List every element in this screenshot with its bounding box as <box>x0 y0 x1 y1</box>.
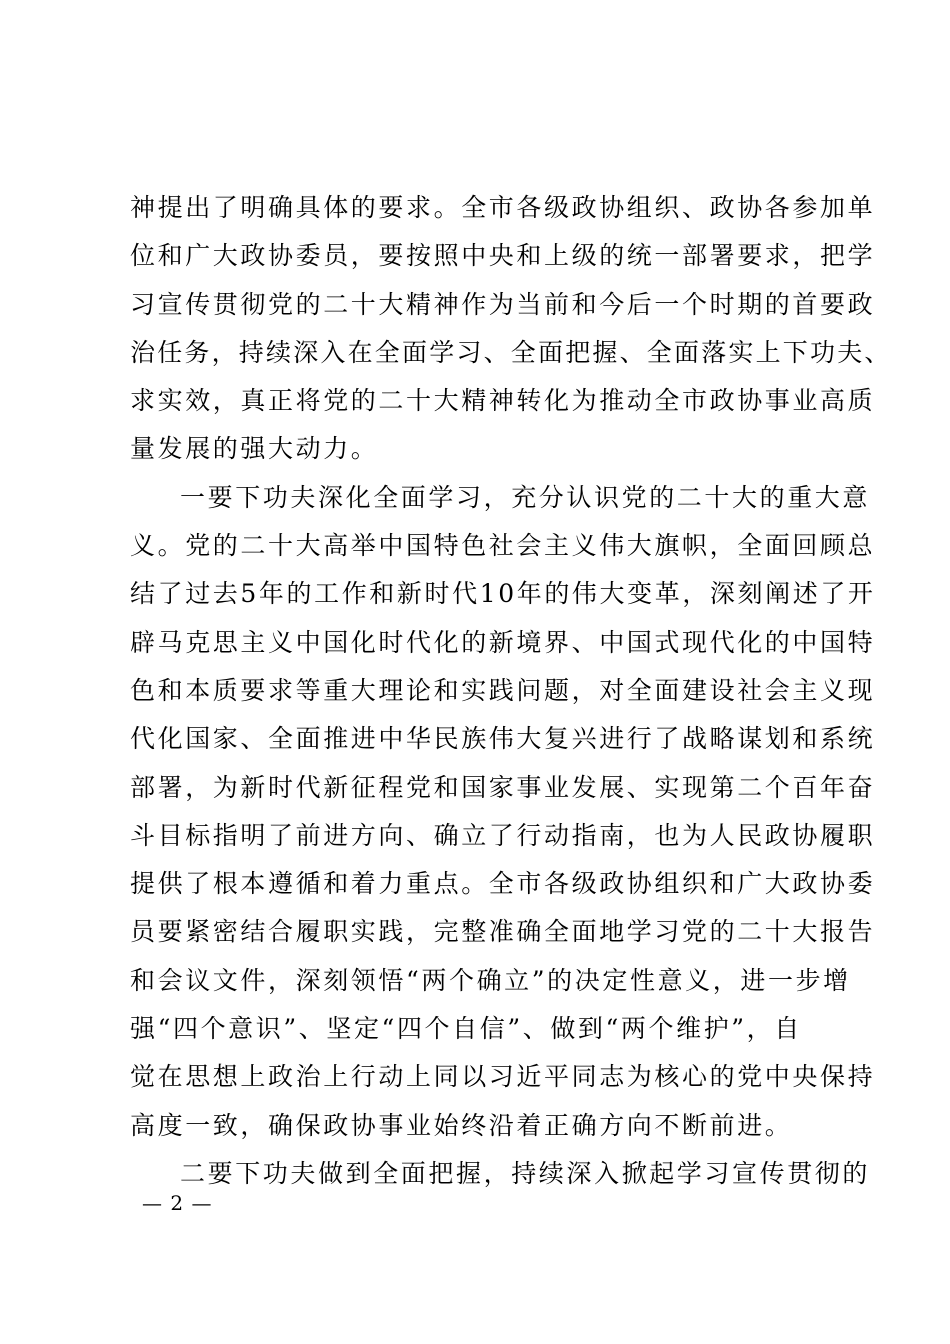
paragraph-first-line: 一要下功夫深化全面学习，充分认识党的二十大的重大意 <box>180 482 871 512</box>
text-line: 提供了根本遵循和着力重点。全市各级政协组织和广大政协委 <box>130 869 876 899</box>
text-line: 义。党的二十大高举中国特色社会主义伟大旗帜，全面回顾总 <box>130 531 876 561</box>
text-line: 强“四个意识”、坚定“四个自信”、做到“两个维护”，自 <box>130 1014 802 1044</box>
text-line: 觉在思想上政治上行动上同以习近平同志为核心的党中央保持 <box>130 1062 876 1092</box>
text-line: 位和广大政协委员，要按照中央和上级的统一部署要求，把学 <box>130 241 876 271</box>
text-line: 求实效，真正将党的二十大精神转化为推动全市政协事业高质 <box>130 386 876 416</box>
text-line: 斗目标指明了前进方向、确立了行动指南，也为人民政协履职 <box>130 820 876 850</box>
text-line: 辟马克思主义中国化时代化的新境界、中国式现代化的中国特 <box>130 627 876 657</box>
text-line: 治任务，持续深入在全面学习、全面把握、全面落实上下功夫、 <box>130 337 892 367</box>
document-body <box>130 184 892 1198</box>
text-line: 神提出了明确具体的要求。全市各级政协组织、政协各参加单 <box>130 193 876 222</box>
text-line: 员要紧密结合履职实践，完整准确全面地学习党的二十大报告 <box>130 917 876 947</box>
text-line: 结了过去5年的工作和新时代10年的伟大变革，深刻阐述了开 <box>130 579 876 609</box>
text-line: 代化国家、全面推进中华民族伟大复兴进行了战略谋划和系统 <box>130 724 876 754</box>
text-line: 色和本质要求等重大理论和实践问题，对全面建设社会主义现 <box>130 675 876 705</box>
text-line: 习宣传贯彻党的二十大精神作为当前和今后一个时期的首要政 <box>130 289 876 319</box>
text-line: 和会议文件，深刻领悟“两个确立”的决定性意义，进一步增 <box>130 965 851 995</box>
page-number: — 2 — <box>142 1191 213 1215</box>
text-line: 量发展的强大动力。 <box>130 434 379 464</box>
paragraph-first-line: 二要下功夫做到全面把握，持续深入掀起学习宣传贯彻的 <box>180 1158 871 1188</box>
text-line: 高度一致，确保政协事业始终沿着正确方向不断前进。 <box>130 1110 793 1140</box>
text-line: 部署，为新时代新征程党和国家事业发展、实现第二个百年奋 <box>130 772 876 802</box>
